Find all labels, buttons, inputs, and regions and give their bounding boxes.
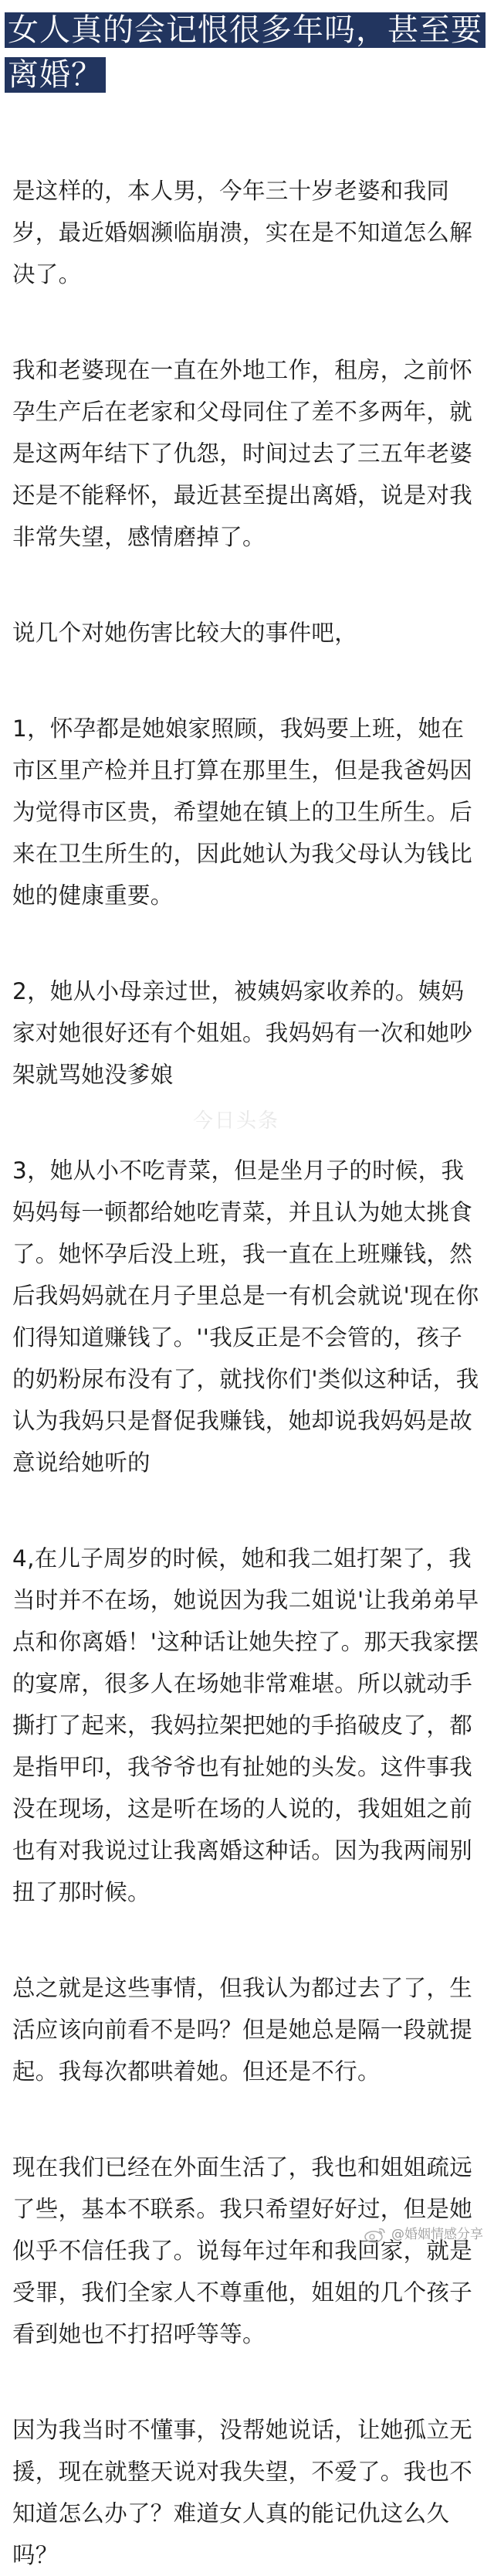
paragraph-current: 现在我们已经在外面生活了，我也和姐姐疏远了些，基本不联系。我只希望好好过，但是她似乎不信任我了。说每年过年和我回家，就是受罪，我们全家人不尊重他，姐姐的几个孩子看到她也不打招呼等等。 [12, 2154, 473, 2347]
paragraph-events-intro: 说几个对她伤害比较大的事件吧， [12, 620, 358, 646]
paragraph-event-3: 3，她从小不吃青菜，但是坐月子的时候，我妈妈每一顿都给她吃青菜，并且认为她太挑食了。她怀孕后没上班，我一直在上班赚钱，然后我妈妈就在月子里总是一有机会就说'现在你们得知道赚钱了。''我反正是不会管的，孩子的奶粉尿布没有了，就找你们'类似这种话，我认为我妈只是督促我赚钱，她却说我妈妈是故意说给她听的 [12, 1157, 479, 1476]
paragraph-event-2: 2，她从小母亲过世，被姨妈家收养的。姨妈家对她很好还有个姐姐。我妈妈有一次和她吵架就骂她没爹娘 [12, 978, 473, 1088]
watermark-text: @婚姻情感分享 [391, 2227, 483, 2242]
weibo-logo-icon [364, 2226, 387, 2243]
faint-watermark: 今日头条 [193, 1110, 280, 1133]
author-watermark [364, 2225, 483, 2244]
paragraph-question: 因为我当时不懂事，没帮她说话，让她孤立无援，现在就整天说对我失望，不爱了。我也不知道怎么办了？难道女人真的能记仇这么久吗？ [12, 2417, 473, 2568]
title-highlight: 女人真的会记恨很多年吗，甚至要离婚？ [5, 12, 486, 93]
paragraph-intro: 是这样的，本人男，今年三十岁老婆和我同岁，最近婚姻濒临崩溃，实在是不知道怎么解决了。 [12, 178, 473, 287]
paragraph-background: 我和老婆现在一直在外地工作，租房，之前怀孕生产后在老家和父母同住了差不多两年，就是这两年结下了仇怨，时间过去了三五年老婆还是不能释怀，最近甚至提出离婚，说是对我非常失望，感情磨掉了。 [12, 357, 473, 550]
paragraph-event-1: 1，怀孕都是她娘家照顾，我妈要上班，她在市区里产检并且打算在那里生，但是我爸妈因为觉得市区贵，希望她在镇上的卫生所生。后来在卫生所生的，因此她认为我父母认为钱比她的健康重要。 [12, 715, 473, 909]
paragraph-summary: 总之就是这些事情，但我认为都过去了了，生活应该向前看不是吗？但是她总是隔一段就提起。我每次都哄着她。但还是不行。 [12, 1975, 473, 2085]
paragraph-event-4: 4,在儿子周岁的时候，她和我二姐打架了，我当时并不在场，她说因为我二姐说'让我弟弟早点和你离婚！'这种话让她失控了。那天我家摆的宴席，很多人在场她非常难堪。所以就动手撕打了起来，我妈拉架把她的手掐破皮了，都是指甲印，我爷爷也有扯她的头发。这件事我没在现场，这是听在场的人说的，我姐姐之前也有对我说过让我离婚这种话。因为我两闹别扭了那时候。 [12, 1545, 479, 1905]
post-title [5, 8, 489, 97]
post-body [12, 170, 483, 2576]
